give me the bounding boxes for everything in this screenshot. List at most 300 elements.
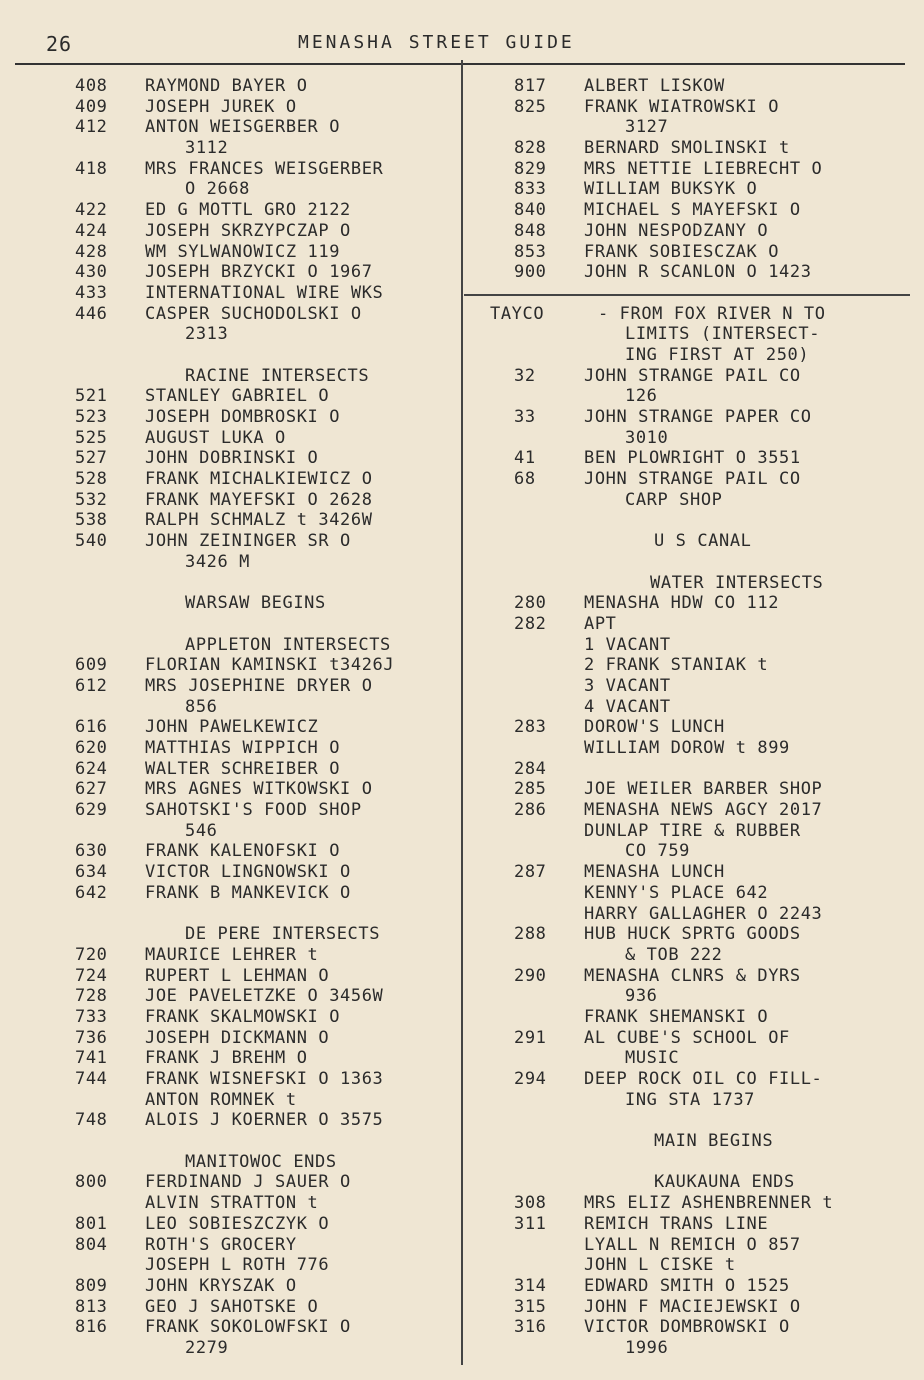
house-number: 409 xyxy=(75,96,108,117)
directory-line xyxy=(75,573,460,594)
directory-line xyxy=(470,97,910,118)
resident-entry: 3010 xyxy=(625,427,669,448)
resident-entry: CARP SHOP xyxy=(625,489,723,510)
directory-line xyxy=(75,221,460,242)
directory-line xyxy=(75,986,460,1007)
resident-entry: 2279 xyxy=(185,1337,229,1358)
directory-line xyxy=(75,1255,460,1276)
resident-entry: FRANK KALENOFSKI O xyxy=(145,841,341,862)
page-number: 26 xyxy=(46,32,73,56)
resident-entry: JOSEPH BRZYCKI O 1967 xyxy=(145,262,373,283)
house-number: 809 xyxy=(75,1275,108,1296)
directory-line xyxy=(75,304,460,325)
directory-line xyxy=(75,510,460,531)
house-number: 32 xyxy=(514,365,536,386)
directory-line xyxy=(470,1276,910,1297)
directory-line xyxy=(470,924,910,945)
resident-entry: ANTON ROMNEK t xyxy=(145,1089,297,1110)
directory-line xyxy=(75,759,460,780)
directory-line xyxy=(470,552,910,573)
directory-line xyxy=(470,717,910,738)
house-number: 616 xyxy=(75,717,108,738)
directory-line xyxy=(470,283,910,304)
directory-line xyxy=(75,1152,460,1173)
directory-line xyxy=(75,800,460,821)
directory-line xyxy=(75,966,460,987)
directory-line xyxy=(75,676,460,697)
directory-line xyxy=(470,883,910,904)
section-heading: KAUKAUNA ENDS xyxy=(654,1172,795,1193)
directory-line xyxy=(470,614,910,635)
directory-line xyxy=(75,593,460,614)
directory-line xyxy=(470,1090,910,1111)
directory-line xyxy=(75,1297,460,1318)
directory-line xyxy=(75,531,460,552)
house-number: 68 xyxy=(514,469,536,490)
directory-line xyxy=(470,593,910,614)
house-number: 527 xyxy=(75,448,108,469)
section-heading: APPLETON INTERSECTS xyxy=(185,634,391,655)
resident-entry: 546 xyxy=(185,820,218,841)
directory-line xyxy=(470,428,910,449)
house-number: 624 xyxy=(75,758,108,779)
resident-entry: LYALL N REMICH O 857 xyxy=(584,1234,801,1255)
resident-entry: 1 VACANT xyxy=(584,634,671,655)
house-number: 853 xyxy=(514,241,547,262)
right-column xyxy=(470,76,910,1359)
directory-line xyxy=(75,386,460,407)
resident-entry: FRANK MAYEFSKI O 2628 xyxy=(145,489,373,510)
resident-entry: FERDINAND J SAUER O xyxy=(145,1172,351,1193)
resident-entry: MRS AGNES WITKOWSKI O xyxy=(145,779,373,800)
resident-entry: O 2668 xyxy=(185,179,251,200)
resident-entry: VICTOR DOMBROWSKI O xyxy=(584,1317,790,1338)
house-number: 720 xyxy=(75,944,108,965)
directory-line xyxy=(75,1007,460,1028)
resident-entry: GEO J SAHOTSKE O xyxy=(145,1296,319,1317)
house-number: 408 xyxy=(75,76,108,96)
resident-entry: DOROW'S LUNCH xyxy=(584,717,725,738)
resident-entry: MAURICE LEHRER t xyxy=(145,944,319,965)
resident-entry: ANTON WEISGERBER O xyxy=(145,117,341,138)
resident-entry: 2313 xyxy=(185,324,229,345)
resident-entry: EDWARD SMITH O 1525 xyxy=(584,1275,790,1296)
directory-line xyxy=(75,1090,460,1111)
directory-line xyxy=(75,97,460,118)
directory-line xyxy=(75,179,460,200)
house-number: 848 xyxy=(514,220,547,241)
directory-line xyxy=(470,159,910,180)
street-name: TAYCO xyxy=(490,303,545,324)
resident-entry: JOE WEILER BARBER SHOP xyxy=(584,779,823,800)
house-number: 428 xyxy=(75,241,108,262)
directory-line xyxy=(75,635,460,656)
resident-entry: MICHAEL S MAYEFSKI O xyxy=(584,200,801,221)
house-number: 829 xyxy=(514,158,547,179)
house-number: 316 xyxy=(514,1317,547,1338)
house-number: 422 xyxy=(75,200,108,221)
directory-line xyxy=(75,924,460,945)
resident-entry: WILLIAM DOROW t 899 xyxy=(584,738,790,758)
resident-entry: 3112 xyxy=(185,138,229,159)
directory-line xyxy=(470,841,910,862)
resident-entry: DEEP ROCK OIL CO FILL- xyxy=(584,1069,823,1089)
page-header xyxy=(0,30,924,58)
resident-entry: JOHN ZEININGER SR O xyxy=(145,531,351,552)
directory-line xyxy=(75,862,460,883)
resident-entry: FRANK B MANKEVICK O xyxy=(145,882,351,903)
directory-line xyxy=(470,966,910,987)
resident-entry: AL CUBE'S SCHOOL OF xyxy=(584,1027,790,1048)
resident-entry: ING FIRST AT 250) xyxy=(625,344,810,365)
house-number: 744 xyxy=(75,1069,108,1089)
resident-entry: ALBERT LISKOW xyxy=(584,76,725,96)
section-heading: WARSAW BEGINS xyxy=(185,593,326,614)
directory-line xyxy=(470,1131,910,1152)
resident-entry: FRANK SOKOLOWFSKI O xyxy=(145,1317,351,1338)
directory-line xyxy=(75,779,460,800)
resident-entry: JOHN KRYSZAK O xyxy=(145,1275,297,1296)
resident-entry: JOHN STRANGE PAIL CO xyxy=(584,365,801,386)
house-number: 290 xyxy=(514,965,547,986)
directory-line xyxy=(470,1152,910,1173)
directory-line xyxy=(470,324,910,345)
directory-line xyxy=(75,1110,460,1131)
house-number: 609 xyxy=(75,655,108,676)
house-number: 418 xyxy=(75,158,108,179)
directory-line xyxy=(470,779,910,800)
resident-entry: FRANK SOBIESCZAK O xyxy=(584,241,780,262)
directory-line xyxy=(470,469,910,490)
directory-line xyxy=(75,841,460,862)
directory-line xyxy=(470,531,910,552)
directory-line xyxy=(470,1235,910,1256)
directory-line xyxy=(470,345,910,366)
house-number: 523 xyxy=(75,407,108,427)
directory-line xyxy=(75,159,460,180)
directory-line xyxy=(75,1131,460,1152)
directory-line xyxy=(75,904,460,925)
directory-line xyxy=(470,738,910,759)
column-divider xyxy=(461,60,463,1365)
directory-line xyxy=(470,510,910,531)
resident-entry: FLORIAN KAMINSKI t3426J xyxy=(145,655,395,676)
resident-entry: FRANK SHEMANSKI O xyxy=(584,1006,769,1027)
resident-entry: JOHN STRANGE PAIL CO xyxy=(584,469,801,490)
resident-entry: MRS NETTIE LIEBRECHT O xyxy=(584,158,823,179)
house-number: 314 xyxy=(514,1275,547,1296)
house-number: 288 xyxy=(514,924,547,945)
house-number: 629 xyxy=(75,800,108,821)
resident-entry: 936 xyxy=(625,986,658,1007)
resident-entry: ING STA 1737 xyxy=(625,1089,756,1110)
resident-entry: ED G MOTTL GRO 2122 xyxy=(145,200,351,221)
resident-entry: APT xyxy=(584,613,617,634)
house-number: 627 xyxy=(75,779,108,800)
directory-line xyxy=(75,1235,460,1256)
section-heading: MANITOWOC ENDS xyxy=(185,1151,337,1172)
directory-line xyxy=(75,1338,460,1359)
house-number: 284 xyxy=(514,758,547,779)
house-number: 630 xyxy=(75,841,108,862)
directory-line xyxy=(75,200,460,221)
resident-entry: 856 xyxy=(185,696,218,717)
directory-line xyxy=(75,738,460,759)
house-number: 804 xyxy=(75,1234,108,1255)
directory-line xyxy=(75,345,460,366)
directory-line xyxy=(470,262,910,283)
directory-line xyxy=(470,1028,910,1049)
house-number: 287 xyxy=(514,862,547,883)
resident-entry: ALVIN STRATTON t xyxy=(145,1193,319,1214)
resident-entry: MUSIC xyxy=(625,1048,680,1069)
resident-entry: FRANK J BREHM O xyxy=(145,1048,308,1069)
section-heading: U S CANAL xyxy=(654,531,752,552)
house-number: 33 xyxy=(514,407,536,427)
directory-line xyxy=(470,1317,910,1338)
directory-line xyxy=(470,1214,910,1235)
resident-entry: MATTHIAS WIPPICH O xyxy=(145,738,341,758)
resident-entry: - FROM FOX RIVER N TO xyxy=(598,303,826,324)
house-number: 817 xyxy=(514,76,547,96)
house-number: 813 xyxy=(75,1296,108,1317)
house-number: 521 xyxy=(75,386,108,407)
directory-line xyxy=(75,655,460,676)
directory-line xyxy=(75,117,460,138)
section-heading: MAIN BEGINS xyxy=(654,1131,774,1152)
directory-line xyxy=(75,242,460,263)
directory-line xyxy=(470,759,910,780)
resident-entry: RALPH SCHMALZ t 3426W xyxy=(145,510,373,531)
resident-entry: WM SYLWANOWICZ 119 xyxy=(145,241,341,262)
directory-line xyxy=(75,407,460,428)
resident-entry: BEN PLOWRIGHT O 3551 xyxy=(584,448,801,469)
house-number: 41 xyxy=(514,448,536,469)
resident-entry: KENNY'S PLACE 642 xyxy=(584,882,769,903)
house-number: 283 xyxy=(514,717,547,738)
resident-entry: MENASHA CLNRS & DYRS xyxy=(584,965,801,986)
house-number: 285 xyxy=(514,779,547,800)
resident-entry: INTERNATIONAL WIRE WKS xyxy=(145,282,384,303)
resident-entry: CO 759 xyxy=(625,841,691,862)
house-number: 642 xyxy=(75,882,108,903)
directory-line xyxy=(470,200,910,221)
directory-line xyxy=(75,552,460,573)
section-heading: WATER INTERSECTS xyxy=(650,572,824,593)
resident-entry: FRANK WISNEFSKI O 1363 xyxy=(145,1069,384,1089)
resident-entry: FRANK SKALMOWSKI O xyxy=(145,1006,341,1027)
left-column xyxy=(75,76,460,1359)
house-number: 532 xyxy=(75,489,108,510)
resident-entry: 126 xyxy=(625,386,658,407)
house-number: 540 xyxy=(75,531,108,552)
directory-line xyxy=(470,448,910,469)
directory-line xyxy=(470,821,910,842)
resident-entry: JOSEPH DICKMANN O xyxy=(145,1027,330,1048)
directory-line xyxy=(470,655,910,676)
house-number: 424 xyxy=(75,220,108,241)
resident-entry: MENASHA LUNCH xyxy=(584,862,725,883)
directory-line xyxy=(470,676,910,697)
directory-line xyxy=(75,469,460,490)
directory-line xyxy=(470,179,910,200)
directory-line xyxy=(470,945,910,966)
resident-entry: JOSEPH JUREK O xyxy=(145,96,297,117)
resident-entry: 1996 xyxy=(625,1337,669,1358)
directory-line xyxy=(470,862,910,883)
house-number: 801 xyxy=(75,1213,108,1234)
directory-line xyxy=(75,945,460,966)
house-number: 736 xyxy=(75,1027,108,1048)
directory-line xyxy=(470,697,910,718)
directory-line xyxy=(75,697,460,718)
directory-line xyxy=(470,1110,910,1131)
directory-line xyxy=(75,324,460,345)
resident-entry: ROTH'S GROCERY xyxy=(145,1234,297,1255)
resident-entry: AUGUST LUKA O xyxy=(145,427,286,448)
resident-entry: WILLIAM BUKSYK O xyxy=(584,179,758,200)
resident-entry: JOHN STRANGE PAPER CO xyxy=(584,407,812,427)
resident-entry: JOHN F MACIEJEWSKI O xyxy=(584,1296,801,1317)
resident-entry: VICTOR LINGNOWSKI O xyxy=(145,862,351,883)
directory-line xyxy=(470,117,910,138)
house-number: 528 xyxy=(75,469,108,490)
house-number: 728 xyxy=(75,986,108,1007)
house-number: 308 xyxy=(514,1193,547,1214)
resident-entry: JOHN DOBRINSKI O xyxy=(145,448,319,469)
resident-entry: RAYMOND BAYER O xyxy=(145,76,308,96)
house-number: 612 xyxy=(75,675,108,696)
house-number: 825 xyxy=(514,96,547,117)
directory-line xyxy=(75,428,460,449)
house-number: 634 xyxy=(75,862,108,883)
resident-entry: ALOIS J KOERNER O 3575 xyxy=(145,1110,384,1131)
house-number: 748 xyxy=(75,1110,108,1131)
directory-line xyxy=(470,986,910,1007)
resident-entry: SAHOTSKI'S FOOD SHOP xyxy=(145,800,362,821)
resident-entry: HARRY GALLAGHER O 2243 xyxy=(584,903,823,924)
directory-line xyxy=(470,1297,910,1318)
directory-line xyxy=(75,614,460,635)
house-number: 433 xyxy=(75,282,108,303)
resident-entry: MRS JOSEPHINE DRYER O xyxy=(145,675,373,696)
resident-entry: & TOB 222 xyxy=(625,944,723,965)
house-number: 412 xyxy=(75,117,108,138)
directory-line xyxy=(470,1069,910,1090)
resident-entry: JOSEPH SKRZYPCZAP O xyxy=(145,220,351,241)
resident-entry: JOHN R SCANLON O 1423 xyxy=(584,262,812,283)
directory-line xyxy=(470,635,910,656)
directory-line xyxy=(470,242,910,263)
resident-entry: LEO SOBIESZCZYK O xyxy=(145,1213,330,1234)
section-heading: RACINE INTERSECTS xyxy=(185,365,370,386)
directory-line xyxy=(75,1028,460,1049)
directory-line xyxy=(470,386,910,407)
directory-line xyxy=(470,221,910,242)
resident-entry: JOHN NESPODZANY O xyxy=(584,220,769,241)
house-number: 741 xyxy=(75,1048,108,1069)
directory-line xyxy=(470,573,910,594)
resident-entry: DUNLAP TIRE & RUBBER xyxy=(584,820,801,841)
house-number: 620 xyxy=(75,738,108,758)
resident-entry: 3426 M xyxy=(185,551,251,572)
directory-line xyxy=(75,1276,460,1297)
house-number: 430 xyxy=(75,262,108,283)
directory-line xyxy=(75,1069,460,1090)
directory-line xyxy=(470,407,910,428)
directory-line xyxy=(470,304,910,325)
directory-line xyxy=(470,1172,910,1193)
directory-line xyxy=(75,1214,460,1235)
directory-line xyxy=(75,883,460,904)
house-number: 294 xyxy=(514,1069,547,1089)
house-number: 525 xyxy=(75,427,108,448)
resident-entry: FRANK WIATROWSKI O xyxy=(584,96,780,117)
resident-entry: 4 VACANT xyxy=(584,696,671,717)
house-number: 291 xyxy=(514,1027,547,1048)
resident-entry: MRS ELIZ ASHENBRENNER t xyxy=(584,1193,834,1214)
directory-line xyxy=(470,800,910,821)
house-number: 280 xyxy=(514,593,547,614)
directory-line xyxy=(75,366,460,387)
resident-entry: MENASHA NEWS AGCY 2017 xyxy=(584,800,823,821)
directory-line xyxy=(75,1317,460,1338)
resident-entry: STANLEY GABRIEL O xyxy=(145,386,330,407)
directory-line xyxy=(75,1193,460,1214)
resident-entry: 3127 xyxy=(625,117,669,138)
directory-line xyxy=(470,138,910,159)
resident-entry: JOHN PAWELKEWICZ xyxy=(145,717,319,738)
house-number: 828 xyxy=(514,138,547,159)
directory-line xyxy=(470,76,910,97)
page-title: MENASHA STREET GUIDE xyxy=(298,32,575,53)
directory-line xyxy=(470,904,910,925)
house-number: 900 xyxy=(514,262,547,283)
directory-line xyxy=(470,1193,910,1214)
resident-entry: CASPER SUCHODOLSKI O xyxy=(145,303,362,324)
directory-line xyxy=(470,366,910,387)
resident-entry: JOHN L CISKE t xyxy=(584,1255,736,1276)
directory-line xyxy=(75,717,460,738)
resident-entry: WALTER SCHREIBER O xyxy=(145,758,341,779)
directory-line xyxy=(75,76,460,97)
house-number: 282 xyxy=(514,613,547,634)
resident-entry: RUPERT L LEHMAN O xyxy=(145,965,330,986)
resident-entry: LIMITS (INTERSECT- xyxy=(625,324,821,345)
directory-line xyxy=(470,490,910,511)
directory-line xyxy=(470,1007,910,1028)
directory-line xyxy=(75,283,460,304)
house-number: 315 xyxy=(514,1296,547,1317)
resident-entry: 2 FRANK STANIAK t xyxy=(584,655,769,676)
resident-entry: JOSEPH DOMBROSKI O xyxy=(145,407,341,427)
resident-entry: MRS FRANCES WEISGERBER xyxy=(145,158,384,179)
house-number: 833 xyxy=(514,179,547,200)
directory-line xyxy=(75,138,460,159)
house-number: 840 xyxy=(514,200,547,221)
directory-line xyxy=(470,1255,910,1276)
directory-line xyxy=(75,448,460,469)
resident-entry: JOE PAVELETZKE O 3456W xyxy=(145,986,384,1007)
resident-entry: 3 VACANT xyxy=(584,675,671,696)
resident-entry: MENASHA HDW CO 112 xyxy=(584,593,780,614)
house-number: 446 xyxy=(75,303,108,324)
directory-line xyxy=(75,1172,460,1193)
house-number: 800 xyxy=(75,1172,108,1193)
house-number: 733 xyxy=(75,1006,108,1027)
resident-entry: FRANK MICHALKIEWICZ O xyxy=(145,469,373,490)
resident-entry: HUB HUCK SPRTG GOODS xyxy=(584,924,801,945)
